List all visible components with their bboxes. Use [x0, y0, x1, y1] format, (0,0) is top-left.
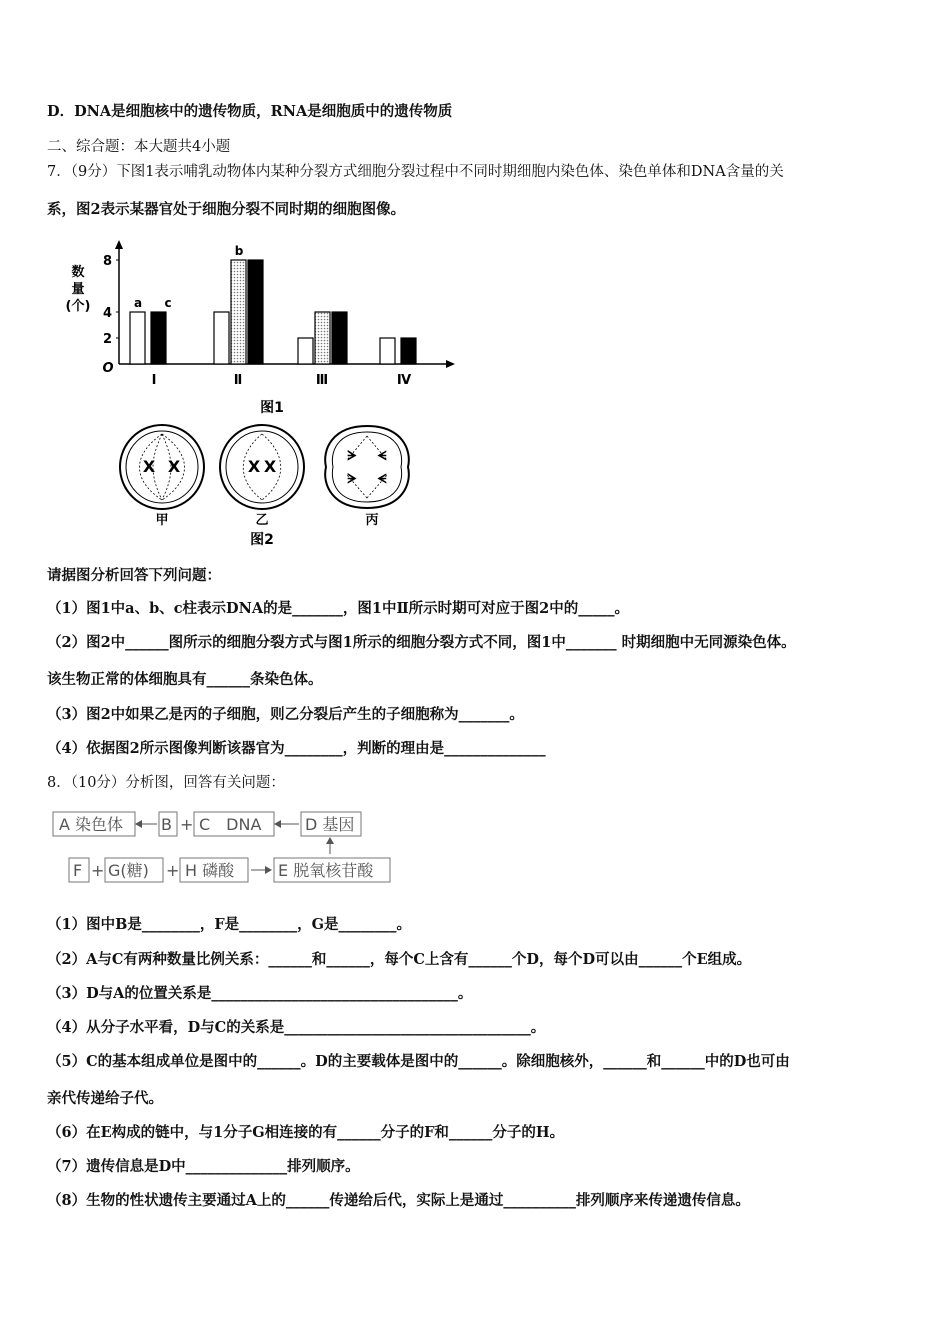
flow-plus-1: + — [180, 815, 194, 834]
series-label-b: b — [234, 244, 244, 258]
q8-sub6: （6）在E构成的链中，与1分子G相连接的有______分子的F和______分子的H。 — [47, 1124, 565, 1141]
y-axis-label-3: (个) — [65, 299, 91, 314]
svg-text:X: X — [167, 457, 181, 476]
bar-a-1 — [130, 312, 145, 364]
flow-f: F — [73, 861, 83, 880]
q8-flow-diagram — [47, 802, 407, 890]
label-bing: 丙 — [365, 513, 379, 528]
svg-text:ᗒ: ᗒ — [347, 449, 357, 464]
x-tick-label: Ⅱ — [233, 373, 243, 388]
origin-label: O — [102, 361, 114, 376]
flow-e: E 脱氧核苷酸 — [278, 861, 374, 880]
x-axis-arrow — [446, 360, 455, 368]
bar-b-3 — [315, 312, 330, 364]
bar-a-4 — [380, 338, 395, 364]
x-tick-label: Ⅰ — [151, 373, 157, 388]
bar-b-2 — [231, 260, 246, 364]
svg-text:ᗒ: ᗒ — [347, 472, 357, 487]
q8-sub7: （7）遗传信息是D中______________排列顺序。 — [47, 1158, 360, 1175]
flow-g: G(糖) — [108, 861, 149, 880]
q8-sub8: （8）生物的性状遗传主要通过A上的______传递给后代，实际上是通过__________排列顺序来传递遗传信息。 — [47, 1192, 750, 1209]
q8-sub2: （2）A与C有两种数量比例关系：______和______，每个C上含有______个D，每个D可以由______个E组成。 — [47, 951, 752, 968]
label-yi: 乙 — [255, 513, 269, 528]
svg-text:ᗕ: ᗕ — [377, 449, 387, 464]
flow-c: C DNA — [199, 815, 262, 834]
q7-sub4: （4）依据图2所示图像判断该器官为________，判断的理由是______________ — [47, 740, 546, 757]
bar-c-3 — [332, 312, 347, 364]
flow-plus-3: + — [166, 861, 180, 880]
bar-a-3 — [298, 338, 313, 364]
option-d: D．DNA是细胞核中的遗传物质，RNA是细胞质中的遗传物质 — [47, 103, 453, 120]
cell-jia — [120, 425, 204, 509]
figure2-cells — [112, 420, 432, 550]
y-tick-label: 8 — [102, 254, 112, 269]
svg-text:ᗕ: ᗕ — [377, 472, 387, 487]
flow-b: B — [161, 815, 172, 834]
y-axis-label-2: 量 — [71, 282, 85, 297]
q7-text-1: 7．（9分）下图1表示哺乳动物体内某种分裂方式细胞分裂过程中不同时期细胞内染色体、染色单体和DNA含量的关 — [47, 164, 784, 180]
q8-sub4: （4）从分子水平看，D与C的关系是__________________________________。 — [47, 1019, 546, 1036]
bar-c-2 — [248, 260, 263, 364]
q7-sub3: （3）图2中如果乙是丙的子细胞，则乙分裂后产生的子细胞称为_______。 — [47, 706, 524, 723]
q7-sub2a: （2）图2中______图所示的细胞分裂方式与图1所示的细胞分裂方式不同，图1中_______ 时期细胞中无同源染色体。 — [47, 634, 796, 651]
flow-h: H 磷酸 — [185, 861, 235, 880]
bar-a-2 — [214, 312, 229, 364]
q8-sub1: （1）图中B是________，F是________，G是________。 — [47, 916, 412, 933]
y-axis-label: 数 — [71, 265, 85, 280]
q8-text: 8．（10分）分析图，回答有关问题： — [47, 775, 285, 791]
q8-sub5b: 亲代传递给子代。 — [47, 1090, 163, 1107]
figure1-caption: 图1 — [260, 400, 284, 416]
y-axis-arrow — [115, 240, 123, 249]
figure2-caption: 图2 — [250, 532, 274, 548]
label-jia: 甲 — [155, 513, 169, 528]
q8-sub3: （3）D与A的位置关系是__________________________________。 — [47, 985, 473, 1002]
q7-sub2b: 该生物正常的体细胞具有______条染色体。 — [47, 671, 323, 688]
svg-text:X: X — [263, 457, 277, 476]
series-label-c: c — [164, 296, 172, 310]
flow-d: D 基因 — [305, 815, 355, 834]
cell-yi — [220, 425, 304, 509]
series-label-a: a — [133, 296, 143, 310]
bar-c-4 — [401, 338, 416, 364]
q8-sub5a: （5）C的基本组成单位是图中的______。D的主要载体是图中的______。除细胞核外，______和______中的D也可由 — [47, 1053, 790, 1070]
bar-c-1 — [151, 312, 166, 364]
flow-plus-2: + — [91, 861, 105, 880]
x-tick-label: Ⅲ — [315, 373, 329, 388]
figure1-chart — [62, 240, 462, 420]
q7-sub1: （1）图1中a、b、c柱表示DNA的是_______，图1中Ⅱ所示时期可对应于图2中的_____。 — [47, 600, 630, 617]
flow-a: A 染色体 — [59, 815, 124, 834]
y-tick-label: 4 — [102, 306, 112, 321]
svg-text:X: X — [142, 457, 156, 476]
x-tick-label: Ⅳ — [396, 373, 412, 388]
q7-prompt: 请据图分析回答下列问题： — [47, 567, 221, 584]
section-heading: 二、综合题：本大题共4小题 — [47, 139, 231, 155]
q7-text-2: 系，图2表示某器官处于细胞分裂不同时期的细胞图像。 — [47, 201, 406, 218]
y-tick-label: 2 — [102, 332, 112, 347]
svg-text:X: X — [247, 457, 261, 476]
cell-bing — [325, 426, 409, 508]
